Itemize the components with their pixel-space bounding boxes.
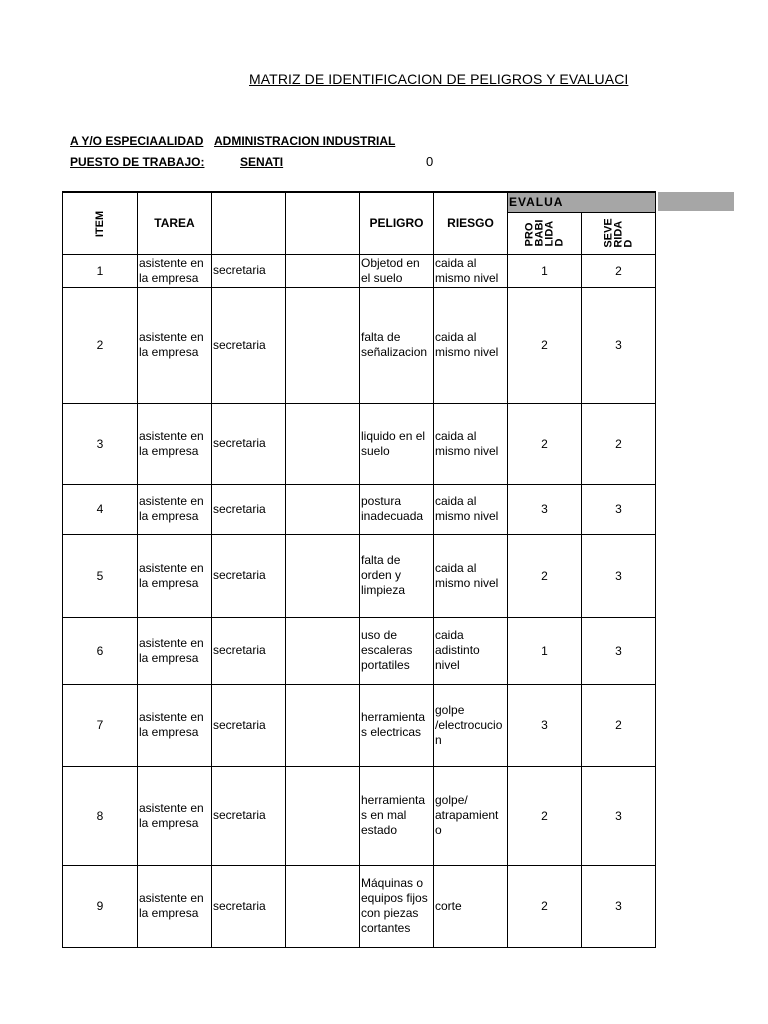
- table-row: [63, 403, 656, 484]
- puesto-cell: secretaria: [212, 766, 286, 865]
- cell-line: la empresa: [139, 270, 199, 285]
- probabilidad-cell: 3: [508, 684, 582, 766]
- puesto-cell: secretaria: [212, 534, 286, 617]
- cell-line: escaleras: [361, 643, 413, 657]
- extra-cell: [286, 254, 360, 287]
- header-riesgo: RIESGO: [434, 192, 508, 254]
- extra-cell: [286, 287, 360, 403]
- cell-line: PRO: [523, 222, 536, 246]
- item-cell: 6: [63, 617, 138, 684]
- peligro-cell: [360, 766, 434, 865]
- cell-line: la empresa: [139, 650, 199, 665]
- riesgo-cell: [434, 254, 508, 287]
- evaluation-header-band: [658, 192, 734, 211]
- probabilidad-cell: 2: [508, 534, 582, 617]
- header-evaluacion: EVALUA: [508, 192, 656, 212]
- riesgo-cell: [434, 403, 508, 484]
- probabilidad-cell: 2: [508, 403, 582, 484]
- cell-line: portatiles: [361, 658, 410, 672]
- cell-line: orden y: [361, 568, 402, 582]
- extra-cell: [286, 617, 360, 684]
- cell-line: caida al: [435, 428, 477, 443]
- extra-cell: [286, 766, 360, 865]
- cell-line: uso de: [361, 628, 398, 642]
- tarea-cell: [138, 865, 212, 947]
- puesto-label: PUESTO DE TRABAJO:: [70, 155, 205, 169]
- puesto-cell: secretaria: [212, 254, 286, 287]
- riesgo-cell: [434, 766, 508, 865]
- cell-line: asistente en: [139, 891, 204, 905]
- table-row: [63, 484, 656, 534]
- cell-line: liquido en el: [361, 428, 426, 443]
- cell-line: la empresa: [139, 725, 199, 739]
- item-cell: 4: [63, 484, 138, 534]
- probabilidad-cell: 2: [508, 287, 582, 403]
- item-cell: 8: [63, 766, 138, 865]
- riesgo-cell: [434, 684, 508, 766]
- severidad-cell: 3: [582, 534, 656, 617]
- cell-line: D: [553, 237, 566, 246]
- tarea-cell: [138, 254, 212, 287]
- severidad-cell: 2: [582, 254, 656, 287]
- peligro-cell: [360, 617, 434, 684]
- area-value: ADMINISTRACION INDUSTRIAL: [214, 134, 396, 148]
- cell-line: asistente en: [139, 330, 204, 344]
- peligro-cell: [360, 865, 434, 947]
- cell-line: golpe/: [435, 793, 468, 807]
- riesgo-cell: [434, 484, 508, 534]
- cell-line: cortantes: [361, 921, 411, 935]
- cell-line: mismo nivel: [435, 509, 499, 523]
- peligro-cell: [360, 287, 434, 403]
- header-tarea: TAREA: [138, 192, 212, 254]
- cell-line: corte: [435, 898, 462, 913]
- cell-line: s en mal: [361, 808, 407, 822]
- cell-line: con piezas: [361, 906, 419, 920]
- cell-line: caida al: [435, 255, 477, 270]
- cell-line: atrapamient: [435, 808, 499, 822]
- cell-line: herramienta: [361, 793, 426, 807]
- puesto-cell: secretaria: [212, 865, 286, 947]
- cell-line: RIDA: [612, 220, 625, 248]
- puesto-cell: secretaria: [212, 484, 286, 534]
- cell-line: el suelo: [361, 270, 403, 285]
- header-item: ITEM: [63, 192, 138, 254]
- cell-line: limpieza: [361, 583, 406, 597]
- cell-line: mismo nivel: [435, 575, 499, 590]
- puesto-cell: secretaria: [212, 287, 286, 403]
- cell-line: la empresa: [139, 509, 199, 523]
- cell-line: mismo nivel: [435, 345, 499, 359]
- cell-line: asistente en: [139, 710, 204, 724]
- area-label: A Y/O ESPECIAALIDAD: [70, 134, 204, 148]
- peligro-cell: [360, 403, 434, 484]
- cell-line: asistente en: [139, 494, 204, 508]
- header-col3: [212, 192, 286, 254]
- cell-line: señalizacion: [361, 345, 428, 359]
- peligro-cell: [360, 684, 434, 766]
- cell-line: asistente en: [139, 800, 204, 815]
- item-cell: 9: [63, 865, 138, 947]
- item-cell: 7: [63, 684, 138, 766]
- puesto-value: SENATI: [240, 155, 284, 169]
- cell-line: la empresa: [139, 345, 199, 359]
- severidad-cell: 3: [582, 617, 656, 684]
- table-row: [63, 617, 656, 684]
- riesgo-cell: [434, 865, 508, 947]
- tarea-cell: [138, 617, 212, 684]
- cell-line: golpe: [435, 702, 465, 717]
- extra-cell: [286, 484, 360, 534]
- counter-value: 0: [426, 154, 434, 169]
- riesgo-cell: [434, 617, 508, 684]
- table-row: [63, 684, 656, 766]
- item-cell: 1: [63, 254, 138, 287]
- page-title: MATRIZ DE IDENTIFICACION DE PELIGROS Y EVALUACI: [249, 71, 629, 87]
- tarea-cell: [138, 766, 212, 865]
- table-row: [63, 287, 656, 403]
- probabilidad-cell: 2: [508, 865, 582, 947]
- riesgo-cell: [434, 534, 508, 617]
- cell-line: falta de: [361, 553, 401, 567]
- cell-line: adistinto: [435, 643, 480, 657]
- header-severidad: [582, 212, 656, 254]
- cell-line: LIDA: [543, 220, 556, 246]
- cell-line: BABI: [533, 219, 546, 246]
- peligro-cell: [360, 254, 434, 287]
- tarea-cell: [138, 287, 212, 403]
- peligro-cell: [360, 484, 434, 534]
- tarea-cell: [138, 684, 212, 766]
- probabilidad-cell: 1: [508, 254, 582, 287]
- cell-line: o: [435, 823, 442, 837]
- cell-line: caida al: [435, 330, 477, 344]
- table-row: [63, 865, 656, 947]
- probabilidad-cell: 1: [508, 617, 582, 684]
- cell-line: caida al: [435, 560, 477, 575]
- cell-line: asistente en: [139, 560, 204, 575]
- cell-line: suelo: [361, 443, 390, 458]
- severidad-cell: 3: [582, 865, 656, 947]
- puesto-cell: secretaria: [212, 684, 286, 766]
- cell-line: falta de: [361, 330, 401, 344]
- peligro-cell: [360, 534, 434, 617]
- cell-line: asistente en: [139, 428, 204, 443]
- cell-line: s electricas: [361, 725, 422, 739]
- extra-cell: [286, 534, 360, 617]
- severidad-cell: 2: [582, 403, 656, 484]
- cell-line: mismo nivel: [435, 270, 499, 285]
- cell-line: D: [622, 239, 635, 248]
- cell-line: asistente en: [139, 255, 204, 270]
- cell-line: mismo nivel: [435, 443, 499, 458]
- tarea-cell: [138, 484, 212, 534]
- item-cell: 5: [63, 534, 138, 617]
- severidad-cell: 3: [582, 766, 656, 865]
- cell-line: caida al: [435, 494, 477, 508]
- extra-cell: [286, 403, 360, 484]
- cell-line: la empresa: [139, 575, 199, 590]
- cell-line: postura: [361, 494, 402, 508]
- severidad-cell: 3: [582, 287, 656, 403]
- tarea-cell: [138, 534, 212, 617]
- table-row: [63, 254, 656, 287]
- cell-line: asistente en: [139, 635, 204, 650]
- cell-line: /electrocucio: [435, 717, 503, 732]
- cell-line: la empresa: [139, 443, 199, 458]
- extra-cell: [286, 865, 360, 947]
- extra-cell: [286, 684, 360, 766]
- cell-line: la empresa: [139, 815, 199, 830]
- puesto-cell: secretaria: [212, 403, 286, 484]
- table-row: [63, 534, 656, 617]
- probabilidad-cell: 2: [508, 766, 582, 865]
- cell-line: caida: [435, 628, 464, 642]
- item-cell: 3: [63, 403, 138, 484]
- severidad-cell: 3: [582, 484, 656, 534]
- cell-line: nivel: [435, 658, 460, 672]
- cell-line: inadecuada: [361, 509, 424, 523]
- risk-matrix-table: [62, 191, 656, 948]
- header-col4: [286, 192, 360, 254]
- cell-line: herramienta: [361, 710, 426, 724]
- puesto-cell: secretaria: [212, 617, 286, 684]
- cell-line: SEVE: [602, 217, 615, 248]
- tarea-cell: [138, 403, 212, 484]
- cell-line: Máquinas o: [361, 876, 424, 890]
- cell-line: n: [435, 732, 442, 747]
- riesgo-cell: [434, 287, 508, 403]
- header-peligro: PELIGRO: [360, 192, 434, 254]
- item-cell: 2: [63, 287, 138, 403]
- table-row: [63, 766, 656, 865]
- cell-line: la empresa: [139, 906, 199, 920]
- cell-line: Objetod en: [361, 255, 420, 270]
- header-probabilidad: [508, 212, 582, 254]
- cell-line: estado: [361, 823, 398, 837]
- severidad-cell: 2: [582, 684, 656, 766]
- cell-line: equipos fijos: [361, 891, 428, 905]
- probabilidad-cell: 3: [508, 484, 582, 534]
